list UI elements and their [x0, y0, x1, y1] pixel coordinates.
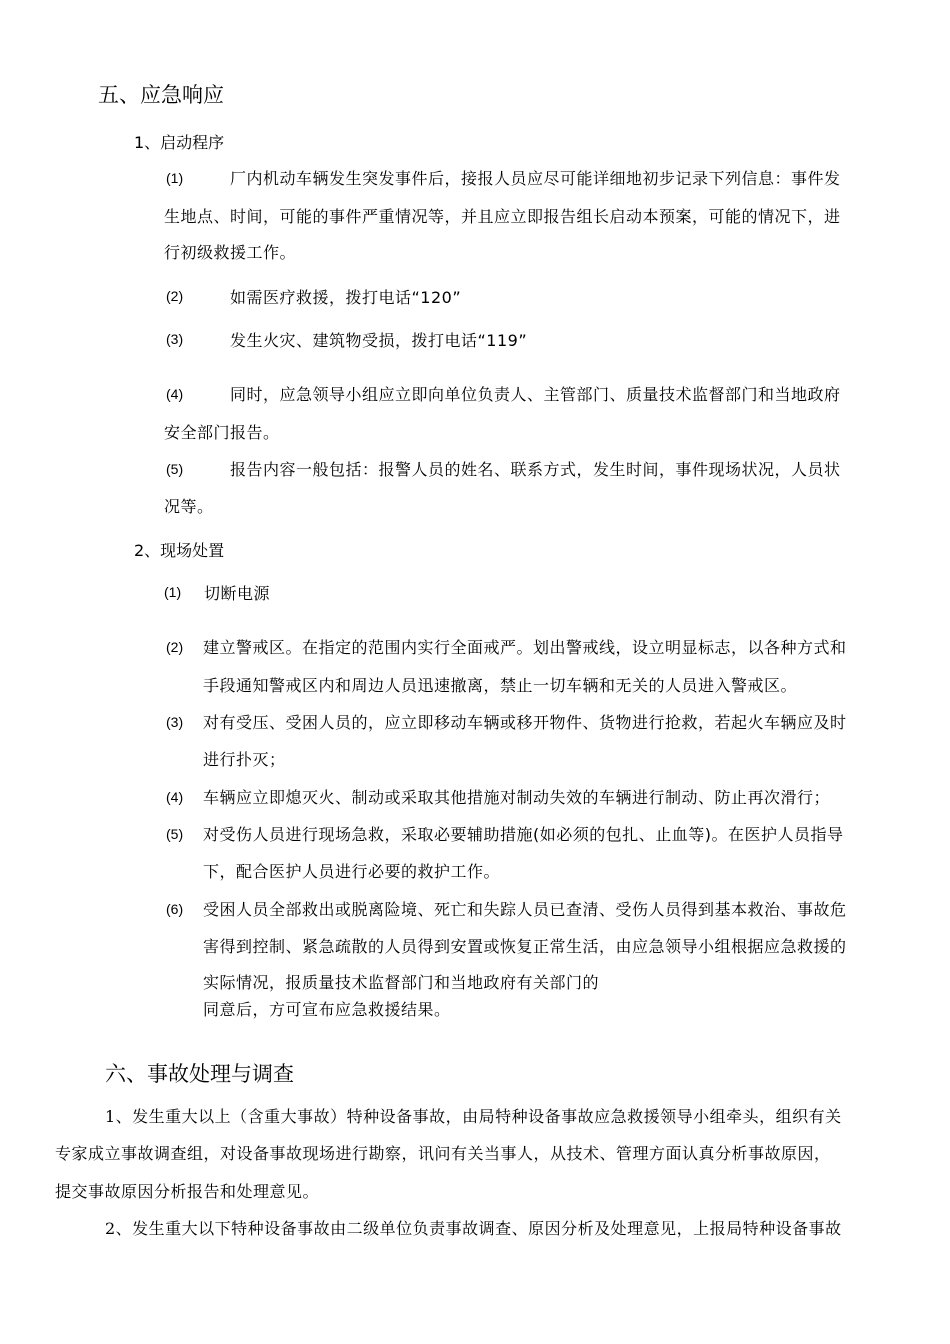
paragraph-line: 1、发生重大以上（含重大事故）特种设备事故，由局特种设备事故应急救援领导小组牵头，组织有关	[105, 1107, 842, 1126]
item-text-line: 对有受压、受困人员的，应立即移动车辆或移开物件、货物进行抢救，若起火车辆应及时	[203, 713, 847, 732]
item-text-line: 对受伤人员进行现场急救，采取必要辅助措施(如必须的包扎、止血等)。在医护人员指导	[203, 825, 844, 844]
item-number: (2)	[166, 639, 184, 655]
item-text-line: 发生火灾、建筑物受损，拨打电话“119”	[230, 331, 528, 350]
item-number: (3)	[166, 331, 184, 347]
item-number: (4)	[166, 386, 184, 402]
item-text-line: 厂内机动车辆发生突发事件后，接报人员应尽可能详细地初步记录下列信息：事件发	[230, 169, 841, 188]
item-text-line: 车辆应立即熄灭火、制动或采取其他措施对制动失效的车辆进行制动、防止再次滑行；	[203, 788, 831, 807]
section-5-title: 五、应急响应	[98, 83, 224, 107]
subsection-1-title: 1、启动程序	[134, 133, 225, 152]
item-text-line: 安全部门报告。	[164, 423, 280, 442]
item-number: (2)	[166, 288, 184, 304]
item-text-line: 生地点、时间，可能的事件严重情况等，并且应立即报告组长启动本预案，可能的情况下，进	[164, 207, 841, 226]
item-number: (1)	[166, 170, 184, 186]
item-text-line: 实际情况，报质量技术监督部门和当地政府有关部门的	[203, 973, 600, 992]
item-text-line: 下，配合医护人员进行必要的救护工作。	[203, 862, 501, 881]
item-text-line: 建立警戒区。在指定的范围内实行全面戒严。划出警戒线，设立明显标志，以各种方式和	[203, 638, 847, 657]
item-text-line: 害得到控制、紧急疏散的人员得到安置或恢复正常生活，由应急领导小组根据应急救援的	[203, 937, 847, 956]
item-text-line: 报告内容一般包括：报警人员的姓名、联系方式，发生时间，事件现场状况，人员状	[230, 460, 841, 479]
paragraph-line: 专家成立事故调查组，对设备事故现场进行勘察，讯问有关当事人，从技术、管理方面认真分析事故原因，	[55, 1144, 831, 1163]
subsection-2-title: 2、现场处置	[134, 541, 225, 560]
item-number: (5)	[166, 826, 184, 842]
item-number: (6)	[166, 901, 184, 917]
item-text-line: 同意后，方可宣布应急救援结果。	[203, 1000, 451, 1019]
item-text-line: 进行扑灭；	[203, 750, 286, 769]
item-number: (5)	[166, 461, 184, 477]
paragraph-line: 2、发生重大以下特种设备事故由二级单位负责事故调查、原因分析及处理意见，上报局特种设备事故	[105, 1219, 842, 1238]
section-6-title: 六、事故处理与调查	[105, 1062, 294, 1086]
item-number: (1)	[164, 584, 182, 600]
item-number: (3)	[166, 714, 184, 730]
item-number: (4)	[166, 789, 184, 805]
item-text-line: 行初级救援工作。	[164, 243, 297, 262]
item-text-line: 同时，应急领导小组应立即向单位负责人、主管部门、质量技术监督部门和当地政府	[230, 385, 841, 404]
paragraph-line: 提交事故原因分析报告和处理意见。	[55, 1182, 320, 1201]
item-text-line: 切断电源	[204, 584, 271, 603]
item-text-line: 受困人员全部救出或脱离险境、死亡和失踪人员已查清、受伤人员得到基本救治、事故危	[203, 900, 847, 919]
item-text-line: 手段通知警戒区内和周边人员迅速撤离，禁止一切车辆和无关的人员进入警戒区。	[203, 676, 798, 695]
item-text-line: 况等。	[164, 497, 214, 516]
item-text-line: 如需医疗救援，拨打电话“120”	[230, 288, 462, 307]
